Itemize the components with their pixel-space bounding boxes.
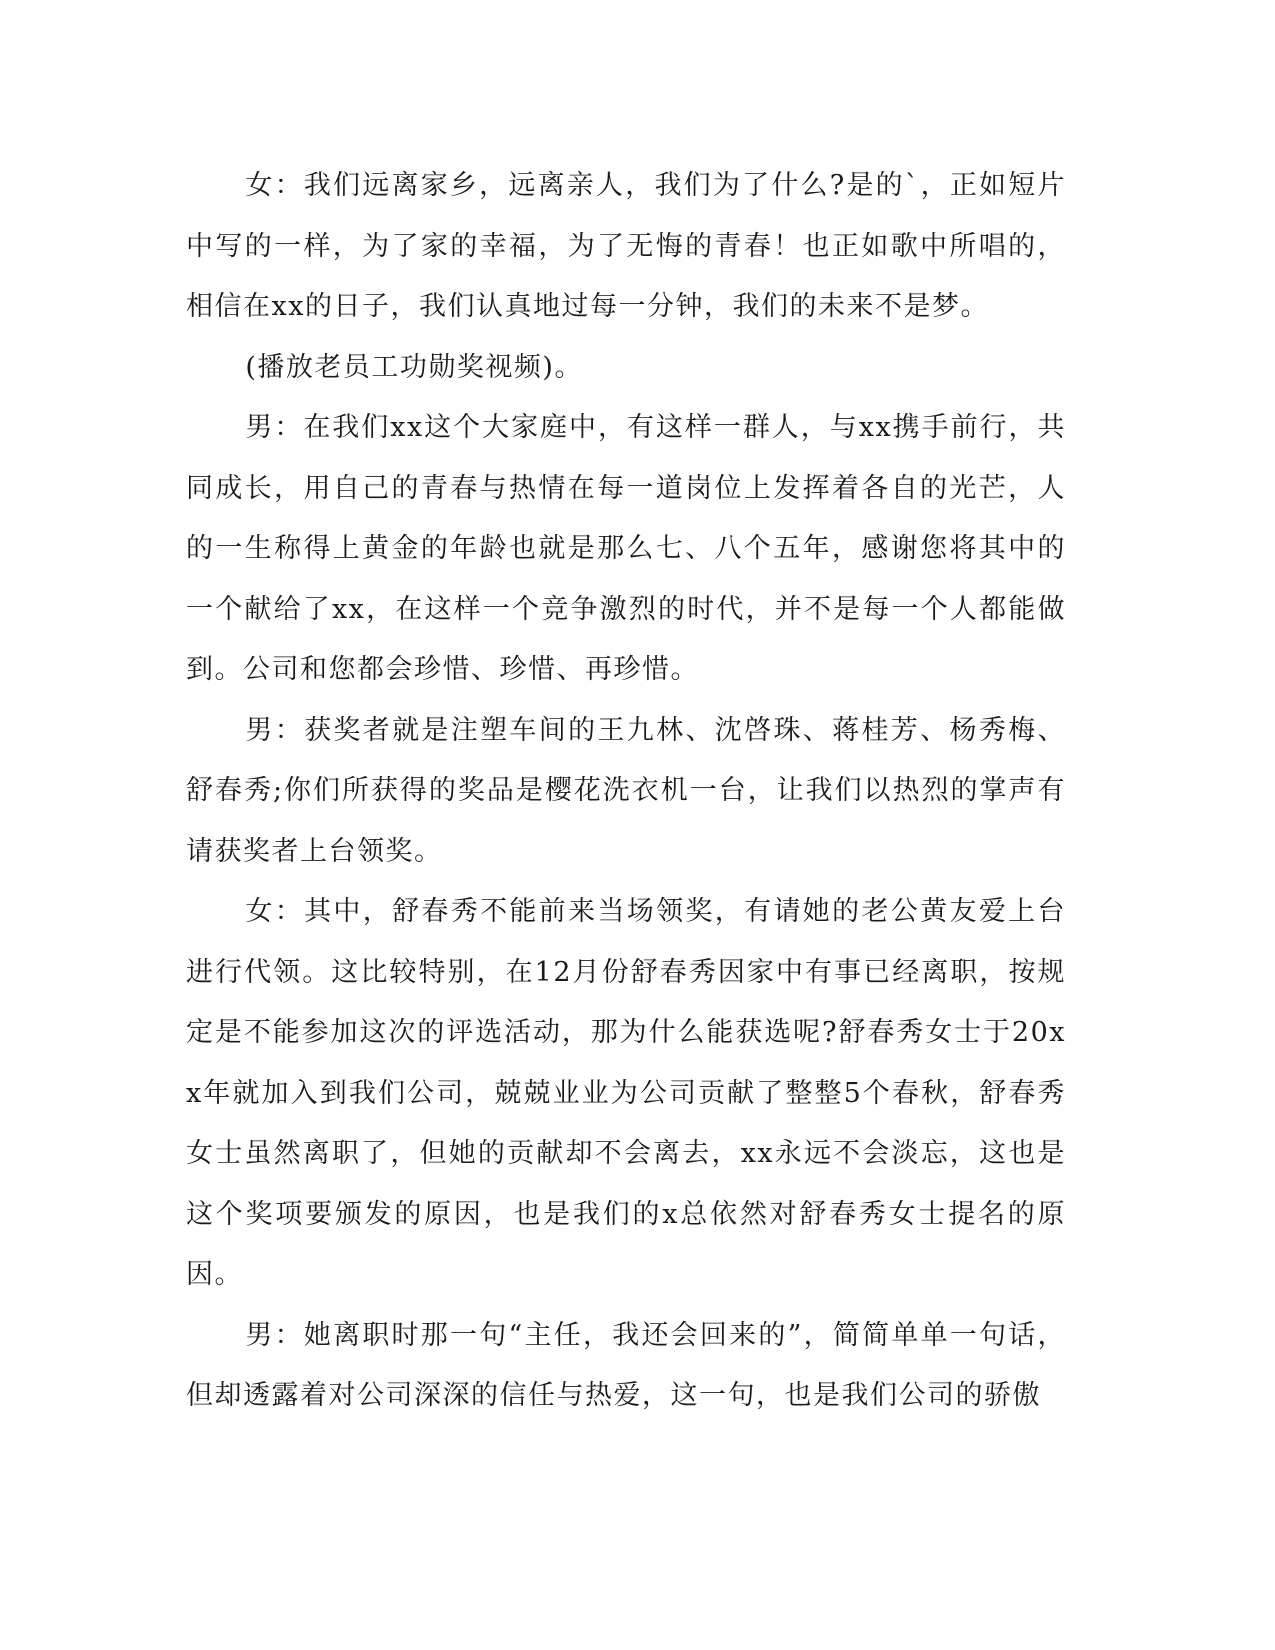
paragraph-male-host-quote: 男：她离职时那一句“主任，我还会回来的”，简简单单一句话，但却透露着对公司深深的信任与热爱，这一句，也是我们公司的骄傲 bbox=[186, 1319, 1066, 1411]
paragraph-male-host-veterans: 男：在我们xx这个大家庭中，有这样一群人，与xx携手前行，共同成长，用自己的青春与热情在每一道岗位上发挥着各自的光芒，人的一生称得上黄金的年龄也就是那么七、八个五年，感谢您将其中的一个献给了xx，在这样一个竞争激烈的时代，并不是每一个人都能做到。公司和您都会珍惜、珍惜、再珍惜。 bbox=[186, 412, 1066, 685]
paragraph-female-host-dream: 女：我们远离家乡，远离亲人，我们为了什么?是的`，正如短片中写的一样，为了家的幸福，为了无悔的青春！也正如歌中所唱的，相信在xx的日子，我们认真地过每一分钟，我们的未来不是梦。 bbox=[186, 170, 1066, 322]
paragraph-female-host-shu-chunxiu: 女：其中，舒春秀不能前来当场领奖，有请她的老公黄友爱上台进行代领。这比较特别，在12月份舒春秀因家中有事已经离职，按规定是不能参加这次的评选活动，那为什么能获选呢?舒春秀女士于20xx年就加入到我们公司，兢兢业业为公司贡献了整整5个春秋，舒春秀女士虽然离职了，但她的贡献却不会离去，xx永远不会淡忘，这也是这个奖项要颁发的原因，也是我们的x总依然对舒春秀女士提名的原因。 bbox=[186, 896, 1066, 1290]
paragraph-play-video-note: (播放老员工功勋奖视频)。 bbox=[245, 351, 583, 383]
paragraph-male-host-winners: 男：获奖者就是注塑车间的王九林、沈啓珠、蒋桂芳、杨秀梅、舒春秀;你们所获得的奖品是樱花洗衣机一台，让我们以热烈的掌声有请获奖者上台领奖。 bbox=[186, 714, 1066, 867]
document-body bbox=[186, 156, 1066, 1427]
